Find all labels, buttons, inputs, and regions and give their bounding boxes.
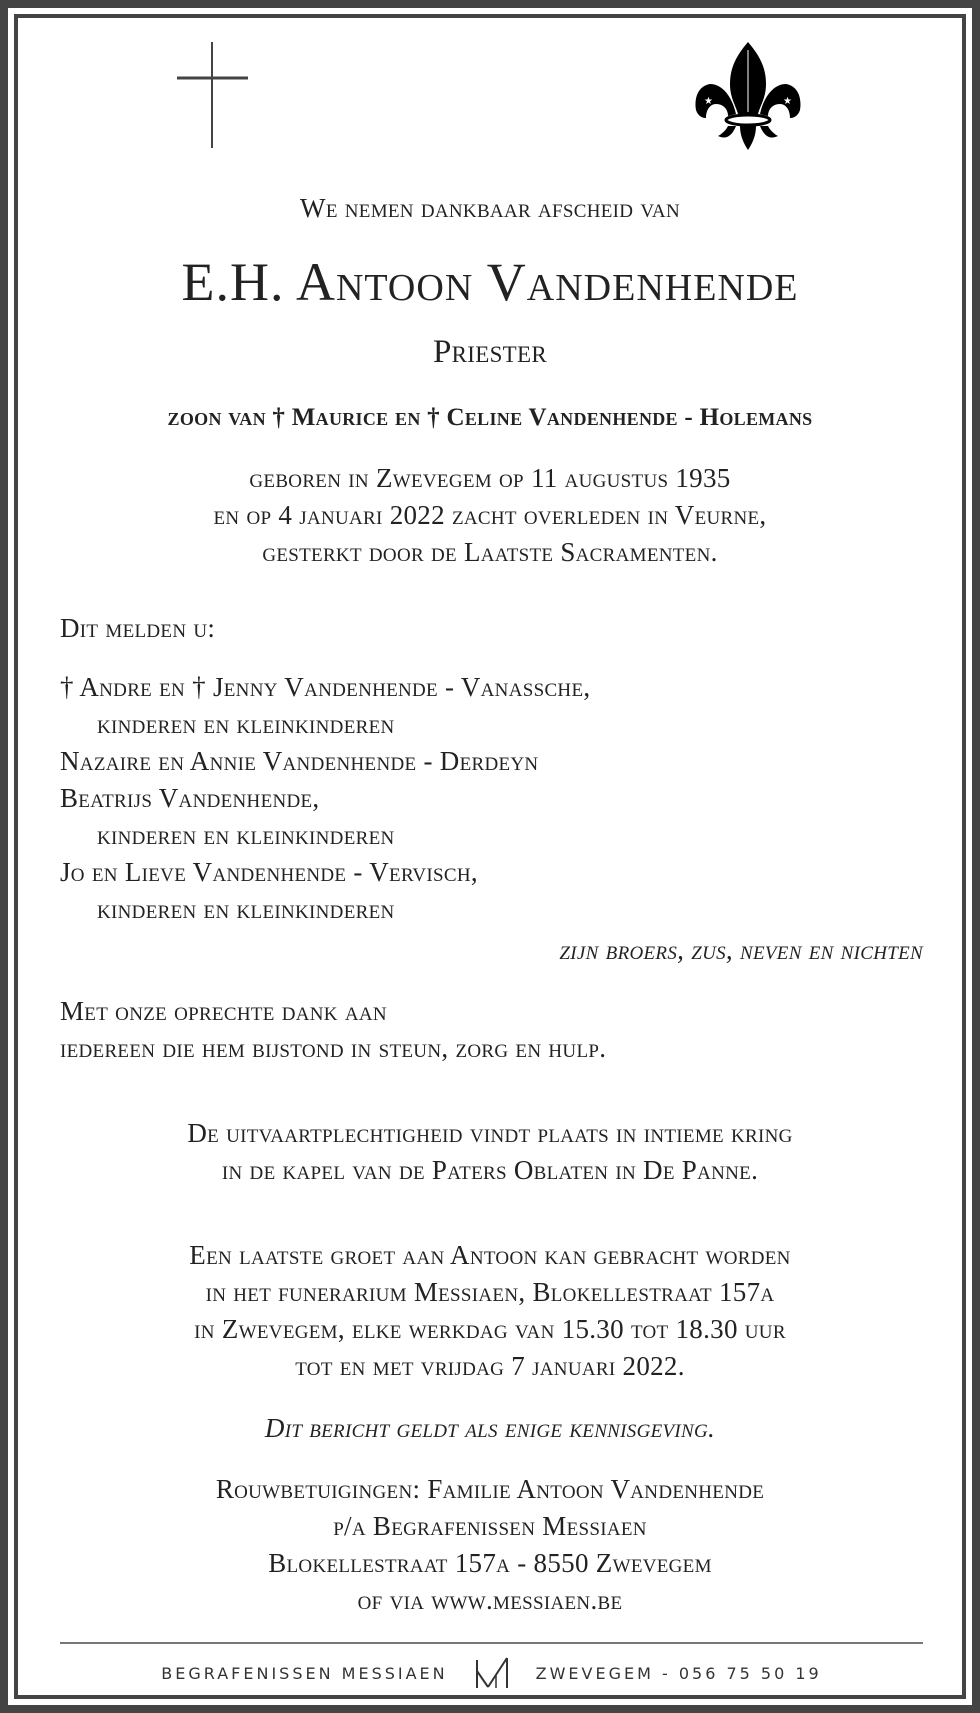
text-line: iedereen die hem bijstond in steun, zorg en hulp. bbox=[60, 1033, 607, 1063]
latin-cross-icon bbox=[170, 40, 250, 150]
thanks-text bbox=[60, 993, 980, 1067]
family-member: † Andre en † Jenny Vandenhende - Vanassche, bbox=[60, 672, 591, 702]
deceased-title: Priester bbox=[432, 334, 548, 370]
family-member: kinderen en kleinkinderen bbox=[97, 820, 395, 850]
text-line: De uitvaartplechtigheid vindt plaats in intieme kring bbox=[187, 1118, 793, 1148]
deceased-name: E.H. Antoon Vandenhende bbox=[181, 252, 799, 312]
text-line: gesterkt door de Laatste Sacramenten. bbox=[262, 537, 718, 567]
family-list bbox=[60, 669, 980, 928]
fleur-de-lis-icon bbox=[692, 40, 804, 152]
text-line: in Zwevegem, elke werkdag van 15.30 tot 18.30 uur bbox=[194, 1314, 786, 1344]
text-line: Rouwbetuigingen: Familie Antoon Vandenhende bbox=[215, 1474, 765, 1504]
intro-text: We nemen dankbaar afscheid van bbox=[300, 193, 680, 223]
funeral-info bbox=[30, 1115, 950, 1189]
family-member: kinderen en kleinkinderen bbox=[97, 894, 395, 924]
notice-text: Dit bericht geldt als enige kennisgeving. bbox=[264, 1413, 716, 1443]
footer-company: BEGRAFENISSEN MESSIAEN bbox=[161, 1663, 448, 1683]
family-member: kinderen en kleinkinderen bbox=[97, 709, 395, 739]
family-member: Nazaire en Annie Vandenhende - Derdeyn bbox=[60, 746, 539, 776]
family-member: Beatrijs Vandenhende, bbox=[60, 783, 320, 813]
text-line: geboren in Zwevegem op 11 augustus 1935 bbox=[249, 463, 731, 493]
text-line: in de kapel van de Paters Oblaten in De Panne. bbox=[221, 1155, 759, 1185]
parents-text: zoon van † Maurice en † Celine Vandenhende - Holemans bbox=[167, 404, 813, 431]
text-line: p/a Begrafenissen Messiaen bbox=[333, 1511, 647, 1541]
footer bbox=[60, 1657, 923, 1689]
text-line: Blokellestraat 157a - 8550 Zwevegem bbox=[268, 1548, 712, 1578]
text-line: in het funerarium Messiaen, Blokellestraat 157a bbox=[205, 1277, 775, 1307]
website-text: of via www.messiaen.be bbox=[357, 1585, 623, 1615]
announce-text: Dit melden u: bbox=[60, 613, 216, 643]
svg-text:★: ★ bbox=[704, 96, 713, 107]
messiaen-logo-icon bbox=[474, 1657, 510, 1689]
divider bbox=[60, 1642, 923, 1644]
footer-contact: ZWEVEGEM - 056 75 50 19 bbox=[535, 1663, 822, 1683]
birth-death-info bbox=[30, 460, 950, 571]
visit-info bbox=[30, 1237, 950, 1385]
family-member: Jo en Lieve Vandenhende - Vervisch, bbox=[60, 857, 478, 887]
svg-text:★: ★ bbox=[783, 96, 792, 107]
text-line: tot en met vrijdag 7 januari 2022. bbox=[295, 1351, 685, 1381]
condolences-info bbox=[30, 1471, 950, 1619]
text-line: Met onze oprechte dank aan bbox=[60, 996, 387, 1026]
relation-text: zijn broers, zus, neven en nichten bbox=[559, 935, 923, 965]
text-line: en op 4 januari 2022 zacht overleden in Veurne, bbox=[213, 500, 767, 530]
text-line: Een laatste groet aan Antoon kan gebracht worden bbox=[189, 1240, 791, 1270]
